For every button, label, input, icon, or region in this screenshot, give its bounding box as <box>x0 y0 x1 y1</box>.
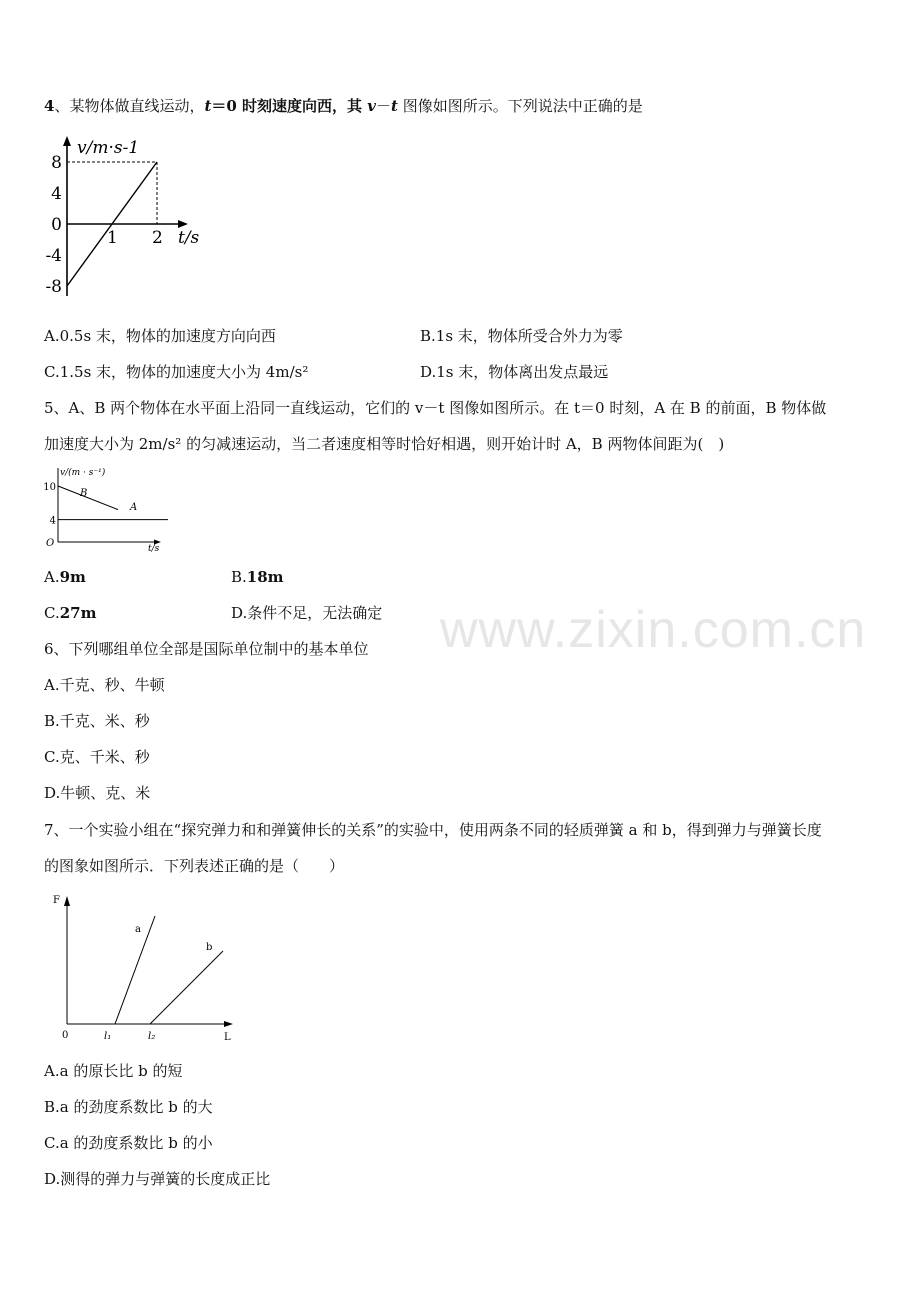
series-a-label: A <box>130 502 138 513</box>
origin-label: 0 <box>62 1030 69 1041</box>
y-axis-arrow <box>64 896 70 906</box>
x-axis-label: t/s <box>148 544 160 554</box>
x-tick-label: l₁ <box>104 1031 112 1042</box>
q5-option-c[interactable]: C.27m <box>44 604 97 622</box>
q5-option-b[interactable]: B.18m <box>231 568 284 586</box>
q6-option-a[interactable]: A.千克、秒、牛顿 <box>44 676 165 694</box>
series-a-label: a <box>135 924 141 935</box>
q4-option-a[interactable]: A.0.5s 末，物体的加速度方向向西 <box>44 327 276 345</box>
q7-option-b[interactable]: B.a 的劲度系数比 b 的大 <box>44 1098 213 1116</box>
y-axis-label: F <box>53 895 60 906</box>
q5-option-d[interactable]: D.条件不足，无法确定 <box>231 604 383 622</box>
q7-stem-line1: 7、一个实验小组在“探究弹力和和弹簧伸长的关系”的实验中，使用两条不同的轻质弹簧 a 和 b，得到弹力与弹簧长度 <box>44 821 822 839</box>
series-b-label: B <box>80 488 88 499</box>
series-b-label: b <box>206 942 213 953</box>
x-tick-label: 2 <box>152 228 163 248</box>
q4-option-b[interactable]: B.1s 末，物体所受合外力为零 <box>420 327 623 345</box>
q6-option-d[interactable]: D.牛顿、克、米 <box>44 784 151 802</box>
origin-label: O <box>46 538 55 549</box>
q5-vt-chart <box>40 462 170 558</box>
q5-stem-line2: 加速度大小为 2m/s² 的匀减速运动，当二者速度相等时恰好相遇，则开始计时 A，B 两物体间距为( ) <box>44 435 725 453</box>
y-tick-label: -4 <box>45 246 62 266</box>
q7-option-d[interactable]: D.测得的弹力与弹簧的长度成正比 <box>44 1170 271 1188</box>
y-tick-label: 10 <box>43 482 56 493</box>
y-tick-label: 4 <box>49 515 56 527</box>
x-tick-label: 1 <box>107 228 118 248</box>
q7-option-c[interactable]: C.a 的劲度系数比 b 的小 <box>44 1134 213 1152</box>
y-axis-label: v/m·s-1 <box>77 138 140 158</box>
q4-stem: 4、某物体做直线运动，t＝0 时刻速度向西，其 v－t 图像如图所示。下列说法中正确的是 <box>44 97 643 115</box>
q6-option-c[interactable]: C.克、千米、秒 <box>44 748 150 766</box>
series-b-line <box>150 951 223 1024</box>
q7-force-length-chart <box>40 888 260 1048</box>
y-axis-label: v/(m · s⁻¹) <box>60 468 106 478</box>
q6-stem: 6、下列哪组单位全部是国际单位制中的基本单位 <box>44 640 369 658</box>
y-tick-label: 0 <box>51 215 62 235</box>
q5-stem-line1: 5、A、B 两个物体在水平面上沿同一直线运动，它们的 v－t 图像如图所示。在 t＝0 时刻，A 在 B 的前面，B 物体做 <box>44 399 827 417</box>
x-axis-arrow <box>178 220 188 228</box>
y-tick-label: 4 <box>51 184 62 204</box>
x-axis-arrow <box>224 1021 233 1027</box>
watermark: www.zixin.com.cn <box>440 601 867 659</box>
y-axis-arrow <box>63 136 71 146</box>
y-tick-label: -8 <box>45 277 62 297</box>
q5-option-a[interactable]: A.9m <box>44 568 86 586</box>
q6-option-b[interactable]: B.千克、米、秒 <box>44 712 150 730</box>
x-axis-label: L <box>224 1032 231 1043</box>
q4-option-d[interactable]: D.1s 末，物体离出发点最远 <box>420 363 609 381</box>
q7-option-a[interactable]: A.a 的原长比 b 的短 <box>44 1062 183 1080</box>
q4-option-c[interactable]: C.1.5s 末，物体的加速度大小为 4m/s² <box>44 363 309 381</box>
q7-stem-line2: 的图象如图所示．下列表述正确的是（ ） <box>44 857 345 875</box>
series-b-line <box>58 486 118 510</box>
x-tick-label: l₂ <box>148 1031 156 1042</box>
x-axis-label: t/s <box>178 228 200 248</box>
y-tick-label: 8 <box>51 153 62 173</box>
q4-vt-chart <box>40 134 220 304</box>
